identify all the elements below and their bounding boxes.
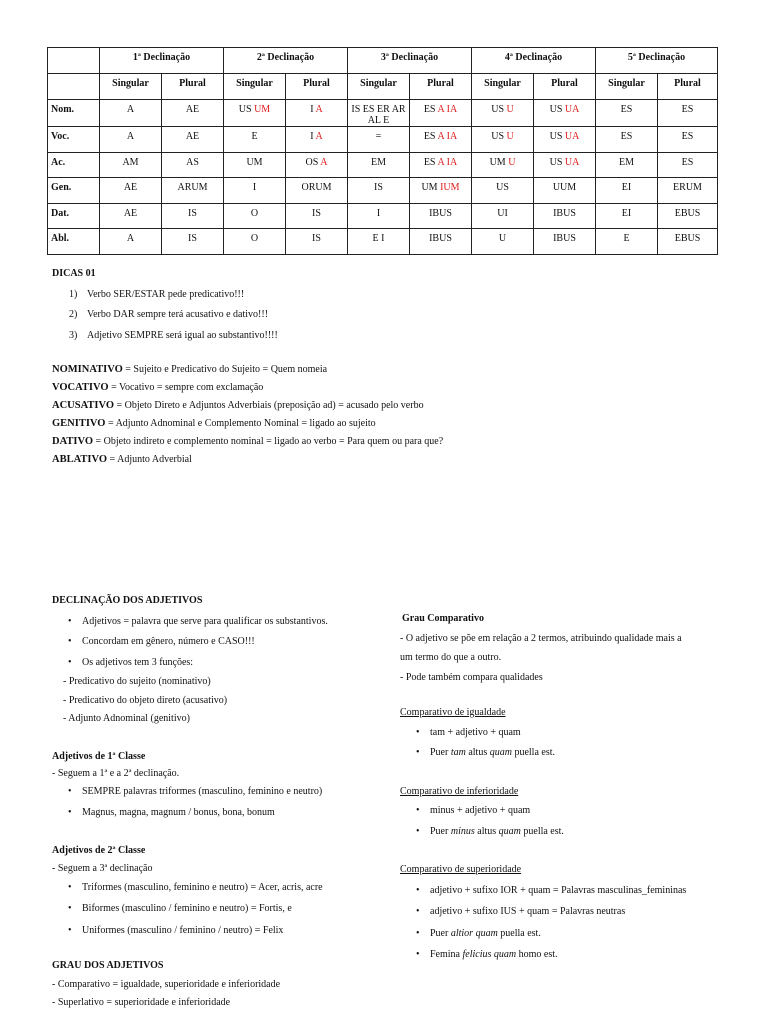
grau-title: GRAU DOS ADJETIVOS [52, 960, 164, 971]
ending-text: EBUS [674, 233, 701, 245]
second-class-line: - Seguem a 3ª declinação [52, 862, 153, 874]
ending-cell [286, 152, 348, 178]
ending-text: IS [312, 207, 321, 219]
first-class-title: Adjetivos de 1ª Classe [52, 750, 146, 762]
ending-cell [534, 229, 596, 255]
ending-cell [162, 127, 224, 153]
ending-cell [410, 100, 472, 127]
ending-text: AE [123, 207, 138, 219]
case-name: NOMINATIVO [52, 364, 123, 375]
case-desc: = Objeto indireto e complemento nominal = ligado ao verbo = Para quem ou para que? [93, 436, 444, 447]
ending-cell [596, 229, 658, 255]
comparative-line: - Pode também compara qualidades [400, 671, 543, 683]
function-item: - Predicativo do sujeito (nominativo) [63, 676, 211, 687]
ending-text: I [310, 131, 316, 142]
example-text: puella est. [511, 747, 556, 758]
ending-text: O [250, 207, 259, 219]
ending-cell [286, 229, 348, 255]
ending-cell [534, 178, 596, 204]
ending-text: ARUM [177, 182, 208, 194]
case-line [52, 451, 443, 469]
ending-cell [100, 152, 162, 178]
ending-highlight: A IA [437, 104, 458, 115]
superioridade-list [412, 880, 686, 966]
adjectives-bullets [64, 612, 328, 674]
case-label: Voc. [48, 127, 100, 153]
ending-text: UUM [552, 182, 577, 194]
ending-text: EI [621, 182, 632, 194]
ending-cell [224, 229, 286, 255]
ending-cell [224, 203, 286, 229]
singular-header: Singular [100, 74, 162, 100]
case-label: Abl. [48, 229, 100, 255]
case-name: VOCATIVO [52, 382, 109, 393]
ending-text: UM [489, 156, 509, 168]
ending-cell [224, 100, 286, 127]
ending-text: IBUS [553, 233, 576, 245]
ending-text: IS [188, 207, 197, 219]
ending-cell [100, 229, 162, 255]
ending-text: AE [123, 182, 138, 194]
comparative-title: Grau Comparativo [402, 613, 484, 624]
ending-text: AE [185, 131, 200, 142]
corner-cell [48, 48, 100, 74]
case-row [48, 127, 718, 153]
ending-cell [596, 127, 658, 153]
tips-section [52, 264, 278, 346]
ending-highlight: U [508, 156, 516, 168]
first-class-bullets [64, 782, 328, 823]
tip-item [69, 305, 278, 326]
tip-number: 3) [69, 329, 78, 341]
ending-cell [286, 203, 348, 229]
ending-highlight: U [506, 131, 514, 142]
ending-text: OS [305, 156, 321, 168]
superioridade-title: Comparativo de superioridade [400, 864, 522, 875]
case-name: GENITIVO [52, 418, 106, 429]
ending-cell [472, 203, 534, 229]
singular-header: Singular [348, 74, 410, 100]
case-desc: = Objeto Direto e Adjuntos Adverbiais (preposição ad) = acusado pelo verbo [114, 400, 424, 411]
ending-text: EM [371, 156, 386, 168]
ending-highlight: A [320, 156, 328, 168]
case-name: ACUSATIVO [52, 400, 115, 411]
ending-cell [658, 152, 718, 178]
ending-cell [286, 100, 348, 127]
ending-cell [472, 100, 534, 127]
ending-cell [224, 152, 286, 178]
second-class-title: Adjetivos de 2ª Classe [52, 845, 146, 856]
example-italic: tam [450, 747, 466, 758]
adjective-bullet: • Concordam em gênero, número e CASO!!! [64, 632, 328, 653]
ending-text: US [549, 131, 565, 142]
plural-header: Plural [658, 74, 718, 100]
superioridade-block [400, 860, 686, 966]
declension-2-header: 2ª Declinação [224, 48, 348, 74]
plural-header: Plural [162, 74, 224, 100]
case-line [52, 379, 443, 397]
ending-highlight: UA [564, 156, 580, 168]
case-label: Dat. [48, 203, 100, 229]
declension-3-header: 3ª Declinação [348, 48, 472, 74]
example-italic: minus [450, 825, 475, 837]
ending-text: IS ES ER AR AL E [351, 104, 406, 126]
ending-text: US [549, 104, 565, 115]
ending-highlight: A [315, 104, 323, 115]
ending-cell [596, 203, 658, 229]
ending-text: A [126, 131, 135, 142]
case-name: ABLATIVO [52, 454, 108, 465]
declension-1-header: 1ª Declinação [100, 48, 224, 74]
ending-text: ES [423, 131, 438, 142]
ending-cell [472, 152, 534, 178]
igualdade-example [412, 743, 686, 764]
ending-text: ERUM [673, 182, 702, 194]
ending-text: IBUS [429, 233, 452, 245]
ending-cell [162, 203, 224, 229]
igualdade-formula: • tam + adjetivo + quam [412, 723, 686, 744]
adjectives-section [52, 591, 328, 1013]
superioridade-formula: • adjetivo + sufixo IOR + quam = Palavras masculinas_femininas [412, 880, 686, 902]
ending-text: UM [246, 156, 263, 168]
function-item: - Adjunto Adnominal (genitivo) [63, 713, 190, 724]
ending-highlight: IUM [440, 182, 460, 194]
ending-cell [348, 178, 410, 204]
tip-item [69, 326, 278, 347]
case-row [48, 203, 718, 229]
ending-cell [224, 178, 286, 204]
ending-cell [596, 100, 658, 127]
ending-text: US [491, 104, 507, 115]
example-text: Puer [430, 927, 451, 939]
grau-line: - Superlativo = superioridade e inferioridade [52, 997, 231, 1008]
ending-cell [472, 178, 534, 204]
ending-highlight: A IA [437, 131, 458, 142]
superioridade-formula: • adjetivo + sufixo IUS + quam = Palavras neutras [412, 901, 686, 923]
ending-highlight: U [506, 104, 514, 115]
example-text: Puer [430, 825, 451, 837]
ending-text: EM [619, 156, 634, 168]
ending-highlight: UA [564, 131, 580, 142]
case-row [48, 100, 718, 127]
example-text: altus [474, 825, 499, 837]
case-desc: = Adjunto Adverbial [107, 454, 192, 465]
first-class-bullet: • Magnus, magna, magnum / bonus, bona, bonum [64, 803, 328, 824]
ending-cell [472, 127, 534, 153]
ending-text: IS [188, 233, 197, 245]
ending-text: IS [374, 182, 383, 194]
second-class-bullets [64, 877, 328, 942]
ending-cell [348, 203, 410, 229]
second-class-bullet: • Triformes (masculino, feminino e neutro) = Acer, acris, acre [64, 877, 328, 899]
ending-cell [658, 203, 718, 229]
ending-text: UM [421, 182, 441, 194]
declension-table [47, 47, 718, 255]
ending-cell [472, 229, 534, 255]
inferioridade-example [412, 822, 686, 843]
ending-text: ES [620, 131, 633, 142]
ending-cell [410, 152, 472, 178]
ending-cell [348, 127, 410, 153]
comparative-line: - O adjetivo se põe em relação a 2 termos, atribuindo qualidade mais a [400, 632, 682, 644]
ending-cell [410, 178, 472, 204]
tip-text: Adjetivo SEMPRE será igual ao substantivo!!!! [87, 329, 278, 341]
tip-text: Verbo DAR sempre terá acusativo e dativo!!! [87, 309, 269, 320]
ending-text: IS [312, 233, 321, 245]
ending-text: U [498, 233, 507, 245]
case-row [48, 229, 718, 255]
example-italic: altior quam [450, 927, 498, 939]
inferioridade-formula: • minus + adjetivo + quam [412, 801, 686, 822]
first-class-block [52, 747, 328, 824]
ending-text: A [126, 233, 135, 245]
ending-cell [162, 178, 224, 204]
ending-text: ES [620, 104, 633, 115]
ending-cell [658, 127, 718, 153]
example-italic: quam [498, 825, 521, 837]
function-item: - Predicativo do objeto direto (acusativo) [63, 694, 228, 706]
tip-text: Verbo SER/ESTAR pede predicativo!!! [87, 288, 245, 300]
tips-list [69, 285, 278, 347]
plural-header: Plural [286, 74, 348, 100]
example-text: homo est. [516, 949, 558, 960]
case-desc: = Vocativo = sempre com exclamação [108, 382, 264, 393]
ending-text: ES [681, 156, 694, 168]
ending-cell [534, 152, 596, 178]
cases-section [52, 361, 443, 469]
example-text: puella est. [520, 825, 564, 837]
example-italic: quam [489, 747, 512, 758]
singular-header: Singular [472, 74, 534, 100]
ending-highlight: UM [254, 104, 271, 115]
ending-cell [100, 100, 162, 127]
ending-text: ES [423, 156, 438, 168]
ending-text: E I [372, 233, 385, 245]
ending-highlight: A IA [437, 156, 458, 168]
ending-cell [534, 100, 596, 127]
ending-cell [286, 127, 348, 153]
ending-cell [410, 229, 472, 255]
ending-text: US [549, 156, 565, 168]
ending-cell [534, 127, 596, 153]
case-label: Gen. [48, 178, 100, 204]
ending-cell [162, 229, 224, 255]
second-class-block [52, 841, 328, 941]
plural-header: Plural [410, 74, 472, 100]
ending-cell [286, 178, 348, 204]
case-line [52, 415, 443, 433]
declension-header-row [48, 48, 718, 74]
case-row [48, 152, 718, 178]
case-name: DATIVO [52, 436, 94, 447]
ending-cell [348, 229, 410, 255]
ending-cell [100, 203, 162, 229]
ending-cell [100, 178, 162, 204]
igualdade-title: Comparativo de igualdade [400, 707, 506, 718]
tip-number: 1) [69, 288, 78, 300]
ending-cell [162, 152, 224, 178]
ending-cell [658, 100, 718, 127]
ending-cell [410, 127, 472, 153]
igualdade-list [412, 723, 686, 764]
ending-text: IBUS [429, 207, 452, 219]
inferioridade-title: Comparativo de inferioridade [400, 785, 519, 797]
functions-list [63, 673, 328, 729]
ending-text: AE [185, 104, 200, 115]
ending-cell [224, 127, 286, 153]
ending-text: US [238, 104, 255, 115]
ending-cell [596, 178, 658, 204]
ending-highlight: UA [564, 104, 580, 115]
ending-cell [534, 203, 596, 229]
ending-text: ES [681, 104, 694, 115]
ending-cell [348, 152, 410, 178]
ending-text: E [251, 131, 258, 142]
ending-text: E [623, 233, 630, 245]
first-class-line: - Seguem a 1ª e a 2ª declinação. [52, 768, 180, 779]
ending-text: = [375, 131, 382, 142]
igualdade-block [400, 703, 686, 764]
case-line [52, 397, 443, 415]
ending-cell [162, 100, 224, 127]
second-class-bullet: • Biformes (masculino / feminino e neutro) = Fortis, e [64, 898, 328, 920]
ending-text: ES [681, 131, 694, 142]
ending-cell [658, 178, 718, 204]
ending-text: US [491, 131, 507, 142]
ending-text: UI [497, 207, 508, 219]
inferioridade-block [400, 782, 686, 843]
example-text: altus [465, 747, 490, 758]
ending-text: I [376, 207, 381, 219]
example-text: Puer [430, 747, 451, 758]
second-class-bullet: • Uniformes (masculino / feminino / neutro) = Felix [64, 920, 328, 942]
singular-header: Singular [596, 74, 658, 100]
ending-text: I [252, 182, 257, 194]
adjective-bullet: • Os adjetivos tem 3 funções: [64, 653, 328, 674]
corner-cell [48, 74, 100, 100]
plural-header: Plural [534, 74, 596, 100]
ending-text: US [496, 182, 509, 194]
comparative-section [400, 609, 686, 966]
example-text: puella est. [497, 927, 541, 939]
ending-text: A [126, 104, 135, 115]
ending-cell [410, 203, 472, 229]
tip-number: 2) [69, 309, 78, 320]
case-row [48, 178, 718, 204]
ending-text: ES [423, 104, 438, 115]
tip-item [69, 285, 278, 306]
ending-text: I [310, 104, 316, 115]
ending-text: O [250, 233, 259, 245]
ending-text: ORUM [301, 182, 332, 194]
singular-header: Singular [224, 74, 286, 100]
inferioridade-list [412, 801, 686, 842]
ending-cell [348, 100, 410, 127]
ending-cell [596, 152, 658, 178]
ending-highlight: A [315, 131, 323, 142]
case-label: Ac. [48, 152, 100, 178]
ending-cell [658, 229, 718, 255]
case-line [52, 433, 443, 451]
declension-4-header: 4ª Declinação [472, 48, 596, 74]
declension-5-header: 5ª Declinação [596, 48, 718, 74]
example-italic: felicius quam [462, 949, 517, 960]
comparative-line: um termo do que a outro. [400, 652, 502, 663]
case-desc: = Adjunto Adnominal e Complemento Nominal = ligado ao sujeito [105, 418, 376, 429]
grau-line: - Comparativo = igualdade, superioridade e inferioridade [52, 978, 281, 990]
grau-block [52, 957, 328, 1013]
case-label: Nom. [48, 100, 100, 127]
case-desc: = Sujeito e Predicativo do Sujeito = Quem nomeia [122, 364, 328, 375]
adjectives-title: DECLINAÇÃO DOS ADJETIVOS [52, 595, 203, 606]
tips-title: DICAS 01 [52, 268, 96, 279]
first-class-bullet: • SEMPRE palavras triformes (masculino, feminino e neutro) [64, 782, 328, 803]
ending-text: EBUS [674, 207, 701, 219]
superioridade-example [412, 944, 686, 966]
adjective-bullet: • Adjetivos = palavra que serve para qualificar os substantivos. [64, 612, 328, 633]
ending-text: AM [122, 156, 139, 168]
superioridade-example [412, 923, 686, 945]
ending-text: IBUS [553, 207, 576, 219]
ending-text: EI [621, 207, 632, 219]
number-header-row [48, 74, 718, 100]
case-line [52, 361, 443, 379]
ending-text: AS [186, 156, 199, 168]
example-text: Femina [430, 949, 463, 960]
ending-cell [100, 127, 162, 153]
